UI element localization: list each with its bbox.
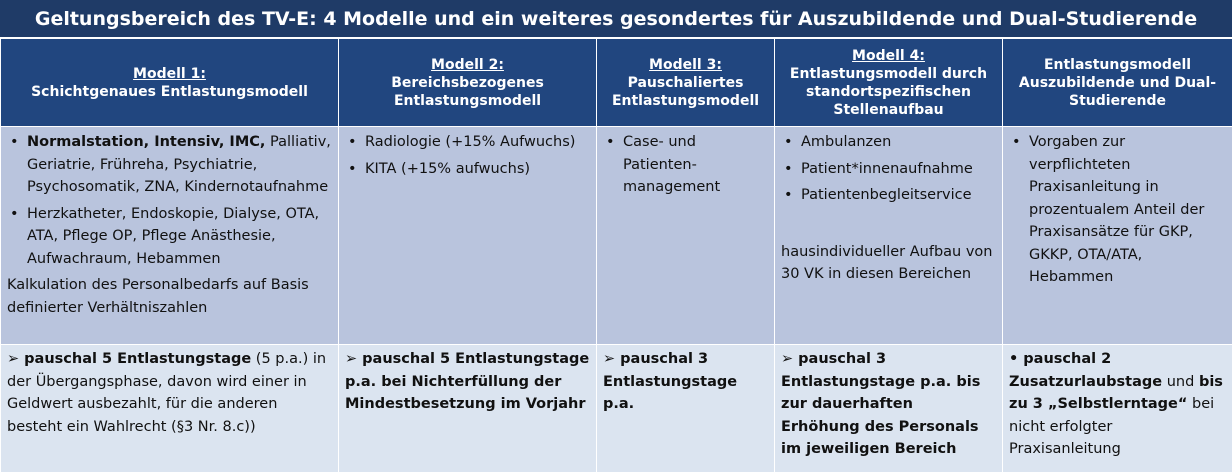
bullet-icon: •	[348, 158, 357, 181]
list-item: • Herzkatheter, Endoskopie, Dialyse, OTA, ATA, Pflege OP, Pflege Anästhesie, Aufwachraum, Hebammen	[7, 203, 332, 271]
model-name: Modell 1:	[7, 65, 332, 83]
header-row	[1, 39, 1232, 127]
model-name: Modell 2:	[345, 56, 590, 74]
arrow-bullet-icon: ➢	[345, 351, 357, 367]
scope-modell-4	[775, 127, 1003, 345]
header-modell-3	[597, 39, 775, 127]
model-name: Modell 3:	[603, 56, 768, 74]
list-item: • Patient*innenaufnahme	[781, 158, 996, 181]
bullet-icon: •	[10, 131, 19, 154]
header-modell-2	[339, 39, 597, 127]
model-subtitle: Bereichsbezogenes Entlastungsmodell	[391, 75, 544, 109]
scope-list	[345, 131, 590, 180]
result-modell-4: ➢ pauschal 3 Entlastungstage p.a. bis zur dauerhaften Erhöhung des Personals im jeweiligen Bereich	[775, 345, 1003, 473]
bullet-icon: •	[10, 203, 19, 226]
result-row	[1, 345, 1232, 473]
list-item: • Vorgaben zur verpflichteten Praxisanleitung in prozentualem Anteil der Praxisansätze für GKP, GKKP, OTA/ATA, Hebammen	[1009, 131, 1226, 289]
list-item: • Normalstation, Intensiv, IMC, Palliativ, Geriatrie, Frühreha, Psychiatrie, Psychosomatik, ZNA, Kindernotaufnahme	[7, 131, 332, 199]
scope-note: Kalkulation des Personalbedarfs auf Basis definierter Verhältniszahlen	[7, 274, 332, 319]
header-modell-1	[1, 39, 339, 127]
model-subtitle: Entlastungsmodell Auszubildende und Dual-Studierende	[1019, 57, 1216, 109]
scope-modell-2	[339, 127, 597, 345]
bullet-icon: •	[1009, 351, 1018, 367]
scope-modell-1	[1, 127, 339, 345]
bullet-icon: •	[1012, 131, 1021, 154]
result-modell-1: ➢ pauschal 5 Entlastungstage (5 p.a.) in der Übergangsphase, davon wird einer in Geldwert ausbezahlt, für die anderen besteht ein Wahlrecht (§3 Nr. 8.c))	[1, 345, 339, 473]
model-subtitle: Pauschaliertes Entlastungsmodell	[612, 75, 759, 109]
scope-note: hausindividueller Aufbau von 30 VK in diesen Bereichen	[781, 241, 996, 286]
scope-modell-3	[597, 127, 775, 345]
list-item: • Radiologie (+15% Aufwuchs)	[345, 131, 590, 154]
bullet-icon: •	[348, 131, 357, 154]
model-subtitle: Entlastungsmodell durch standortspezifischen Stellenaufbau	[790, 66, 987, 118]
list-item: • KITA (+15% aufwuchs)	[345, 158, 590, 181]
result-azubi-modell: • pauschal 2 Zusatzurlaubstage und bis zu 3 „Selbstlerntage“ bei nicht erfolgter Praxisanleitung	[1003, 345, 1232, 473]
header-azubi-modell	[1003, 39, 1232, 127]
model-name: Modell 4:	[781, 47, 996, 65]
list-item: • Case- und Patienten-management	[603, 131, 768, 199]
arrow-bullet-icon: ➢	[603, 351, 615, 367]
list-item: • Patientenbegleitservice	[781, 184, 996, 207]
list-item: • Ambulanzen	[781, 131, 996, 154]
scope-row	[1, 127, 1232, 345]
bullet-icon: •	[784, 184, 793, 207]
scope-azubi-modell	[1003, 127, 1232, 345]
arrow-bullet-icon: ➢	[7, 351, 19, 367]
models-table	[0, 38, 1232, 473]
header-modell-4	[775, 39, 1003, 127]
scope-list	[1009, 131, 1226, 289]
slide-title: Geltungsbereich des TV-E: 4 Modelle und ein weiteres gesondertes für Auszubildende und Dual-Studierende	[0, 0, 1232, 38]
scope-list	[7, 131, 332, 270]
arrow-bullet-icon: ➢	[781, 351, 793, 367]
bullet-icon: •	[784, 158, 793, 181]
result-modell-2: ➢ pauschal 5 Entlastungstage p.a. bei Nichterfüllung der Mindestbesetzung im Vorjahr	[339, 345, 597, 473]
bullet-icon: •	[784, 131, 793, 154]
spacer	[781, 211, 996, 241]
scope-list	[781, 131, 996, 207]
result-modell-3: ➢ pauschal 3 Entlastungstage p.a.	[597, 345, 775, 473]
scope-list	[603, 131, 768, 199]
bullet-icon: •	[606, 131, 615, 154]
model-subtitle: Schichtgenaues Entlastungsmodell	[31, 84, 308, 100]
